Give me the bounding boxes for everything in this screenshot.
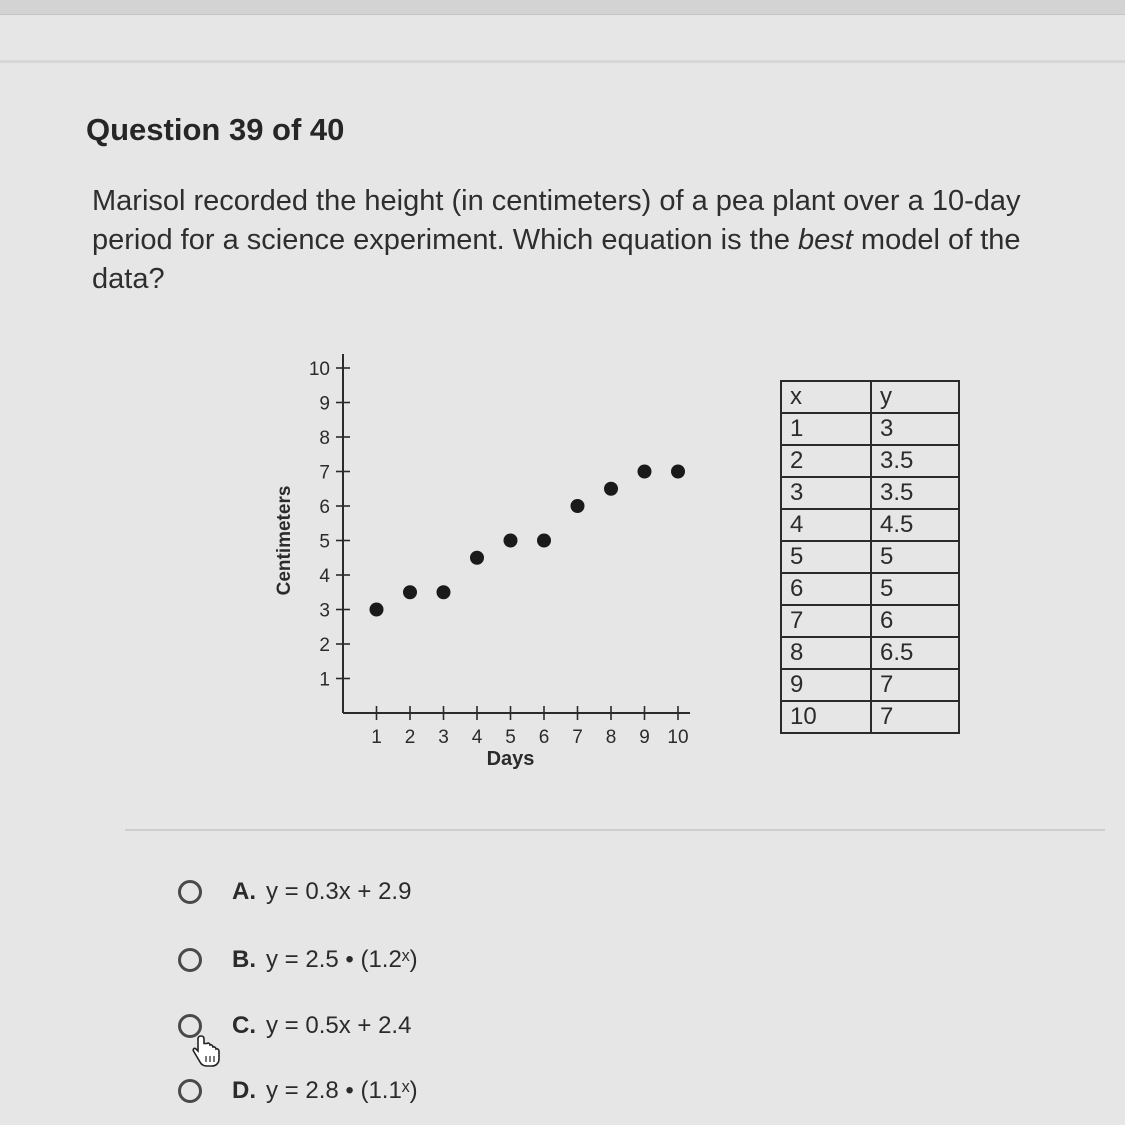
x-tick-label: 10 <box>667 727 689 748</box>
radio-button-b[interactable] <box>178 948 202 972</box>
x-tick-label: 4 <box>471 727 483 748</box>
question-text-after: model of the data? <box>92 224 1021 295</box>
y-tick-label: 6 <box>319 497 330 518</box>
y-tick-label: 7 <box>319 462 330 484</box>
table-row <box>781 669 959 701</box>
data-point <box>437 585 451 599</box>
chart-svg <box>260 345 720 785</box>
data-point <box>504 534 518 548</box>
x-tick-label: 2 <box>404 727 416 748</box>
choice-letter-c: C. <box>232 1012 256 1039</box>
scatter-chart <box>260 345 720 790</box>
table-cell-x: 5 <box>781 541 871 573</box>
table-cell-x: 9 <box>781 669 871 701</box>
choice-b[interactable] <box>178 940 418 980</box>
table-row <box>781 701 959 733</box>
choice-equation-b: y = 2.5 • (1.2ˣ) <box>266 946 418 973</box>
table-cell-x: 3 <box>781 477 871 509</box>
table-cell-y: 5 <box>871 573 959 605</box>
choice-equation-d: y = 2.8 • (1.1ˣ) <box>266 1077 418 1104</box>
table-row <box>781 413 959 445</box>
choice-equation-a: y = 0.3x + 2.9 <box>266 878 412 905</box>
data-point <box>370 603 384 617</box>
table-header-x: x <box>781 381 871 413</box>
question-text <box>92 182 1092 299</box>
data-point <box>671 465 685 479</box>
x-tick-label: 3 <box>438 727 449 748</box>
choice-letter-a: A. <box>232 878 256 905</box>
choice-letter-b: B. <box>232 946 256 973</box>
choice-a[interactable] <box>178 872 411 912</box>
data-point <box>537 534 551 548</box>
table-row <box>781 573 959 605</box>
x-tick-label: 8 <box>605 727 617 748</box>
x-tick-label: 7 <box>572 727 583 748</box>
y-tick-label: 4 <box>319 566 330 587</box>
y-tick-label: 9 <box>319 393 330 415</box>
table-header-y: y <box>871 381 959 413</box>
table-cell-x: 8 <box>781 637 871 669</box>
table-cell-y: 3 <box>871 413 959 445</box>
radio-button-d[interactable] <box>178 1079 202 1103</box>
table-cell-x: 10 <box>781 701 871 733</box>
table-cell-y: 6.5 <box>871 637 959 669</box>
x-tick-label: 5 <box>505 727 516 748</box>
y-axis-label: Centimeters <box>274 485 295 596</box>
table-cell-y: 3.5 <box>871 445 959 477</box>
y-tick-label: 3 <box>319 600 330 622</box>
question-text-before: Marisol recorded the height (in centimeters) of a pea plant over a 10-day period for a science experiment. Which equation is the <box>92 185 1021 256</box>
data-point <box>571 499 585 513</box>
table-cell-y: 7 <box>871 701 959 733</box>
choice-equation-c: y = 0.5x + 2.4 <box>266 1012 412 1039</box>
x-tick-label: 1 <box>371 727 382 748</box>
radio-button-a[interactable] <box>178 880 202 904</box>
table-row <box>781 509 959 541</box>
data-point <box>604 482 618 496</box>
choice-letter-d: D. <box>232 1077 256 1104</box>
table-cell-x: 7 <box>781 605 871 637</box>
xy-table <box>780 380 960 734</box>
table-cell-x: 6 <box>781 573 871 605</box>
table-cell-x: 2 <box>781 445 871 477</box>
x-tick-label: 9 <box>639 727 650 748</box>
hand-pointer-icon <box>192 1034 222 1068</box>
table-row <box>781 541 959 573</box>
data-point <box>403 585 417 599</box>
table-cell-y: 5 <box>871 541 959 573</box>
table-cell-y: 4.5 <box>871 509 959 541</box>
table-cell-y: 3.5 <box>871 477 959 509</box>
table-row <box>781 637 959 669</box>
x-axis-label: Days <box>486 748 535 770</box>
table-cell-x: 1 <box>781 413 871 445</box>
y-tick-label: 8 <box>319 428 330 449</box>
table-cell-y: 7 <box>871 669 959 701</box>
header-divider <box>0 60 1125 63</box>
table-header-row <box>781 381 959 413</box>
choice-d[interactable] <box>178 1071 418 1111</box>
x-tick-label: 6 <box>538 727 550 748</box>
y-tick-label: 1 <box>319 669 330 691</box>
question-title: Question 39 of 40 <box>86 112 345 147</box>
top-bar-edge <box>0 0 1125 15</box>
data-point <box>470 551 484 565</box>
table-cell-x: 4 <box>781 509 871 541</box>
table-cell-y: 6 <box>871 605 959 637</box>
y-tick-label: 2 <box>319 635 330 656</box>
table-row <box>781 445 959 477</box>
table-row <box>781 477 959 509</box>
y-tick-label: 5 <box>319 531 330 553</box>
y-tick-label: 10 <box>308 359 330 380</box>
table-row <box>781 605 959 637</box>
question-text-emphasis: best <box>798 224 853 256</box>
section-divider <box>125 829 1105 831</box>
data-point <box>638 465 652 479</box>
data-table <box>780 380 960 734</box>
